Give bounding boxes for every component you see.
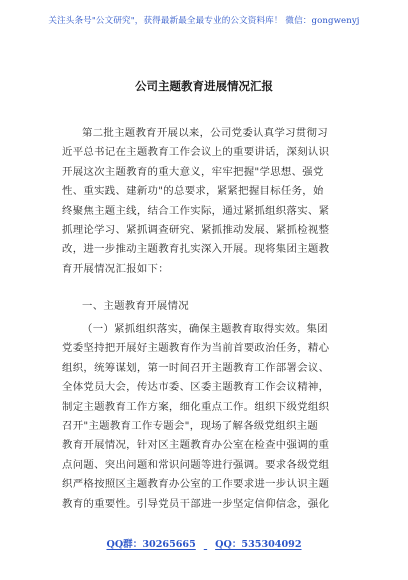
text-line: 全体党员大会，传达市委、区委主题教育工作会议精神， [62, 381, 330, 394]
qq-group-link[interactable]: QQ群：30265665 [106, 539, 196, 550]
text-line: 终聚焦主题主线，结合工作实际，通过紧抓组织落实、紧 [62, 204, 330, 217]
text-line: 开展这次主题教育的重大意义，牢牢把握"学思想、强党 [62, 165, 324, 178]
document-title: 公司主题教育进展情况汇报 [135, 79, 273, 93]
text-line: 点问题、突出问题和常识问题等进行强调。要求各级党组 [62, 458, 330, 471]
text-line: 育开展情况汇报如下： [62, 262, 169, 275]
text-line: 性、重实践、建新功"的总要求，紧紧把握目标任务，始 [62, 185, 324, 198]
text-line: 党委坚持把开展好主题教育作为当前首要政治任务，精心 [62, 342, 330, 355]
section-heading [62, 297, 350, 316]
text-line: 改，进一步推动主题教育扎实深入开展。现将集团主题教 [62, 243, 330, 256]
text-line: 抓理论学习、紧抓调查研究、紧抓推动发展、紧抓检视整 [62, 223, 330, 236]
text-line: 召开"主题教育工作专题会"，现场了解各级党组织主题 [62, 419, 319, 432]
text-line: 近平总书记在主题教育工作会议上的重要讲话，深刻认识 [62, 146, 330, 159]
paragraph-2 [62, 320, 350, 514]
footer-contact [0, 536, 408, 550]
text-line: 组织，统筹谋划，第一时间召开主题教育工作部署会议、 [62, 361, 330, 374]
text-line: 教育开展情况，针对区主题教育办公室在检查中强调的重 [62, 439, 330, 452]
qq-contact-link[interactable]: QQ：535304092 [215, 539, 302, 550]
text-line: （一）紧抓组织落实，确保主题教育取得实效。集团 [82, 323, 328, 335]
header-banner: 关注头条号"公文研究"，获得最新最全最专业的公文资料库！ 微信：gongwenyj [48, 16, 360, 26]
paragraph-1 [62, 124, 350, 279]
text-line: 制定主题教育工作方案，细化重点工作。组织下级党组织 [62, 400, 330, 413]
text-line: 织严格按照区主题教育办公室的工作要求进一步认识主题 [62, 478, 330, 491]
section-heading-text: 一、主题教育开展情况 [82, 300, 189, 312]
text-line: 教育的重要性。引导党员干部进一步坚定信仰信念，强化 [62, 497, 330, 510]
text-line: 第二批主题教育开展以来，公司党委认真学习贯彻习 [82, 127, 328, 139]
